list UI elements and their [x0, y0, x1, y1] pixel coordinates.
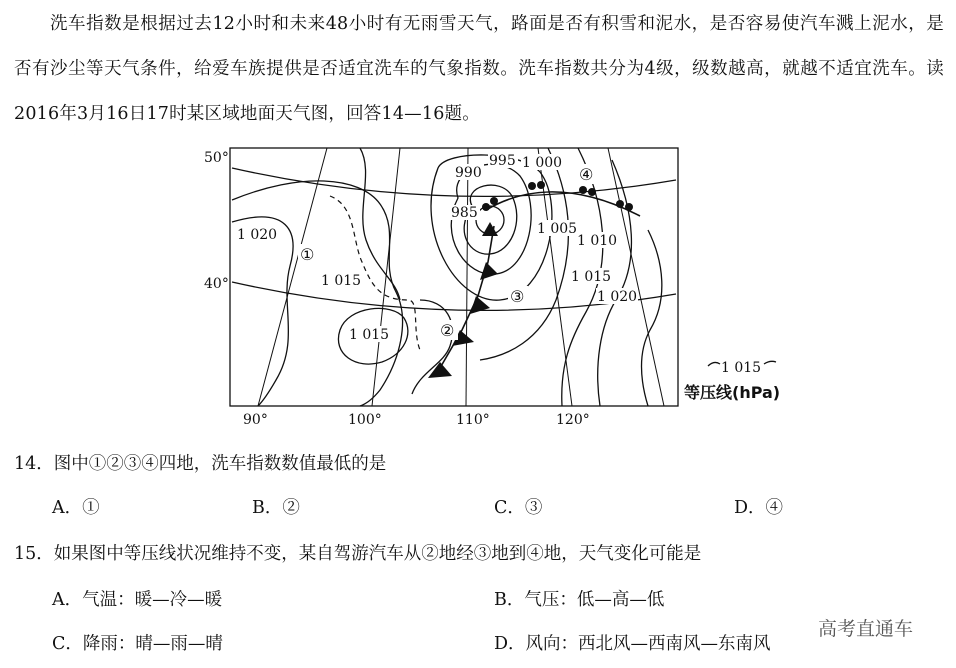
question-14-option-b[interactable]: B．② — [252, 498, 300, 518]
question-15-option-d[interactable]: D．风向：西北风—西南风—东南风 — [494, 634, 771, 654]
warm-front-dot — [537, 181, 545, 189]
isobar-label: 1 015 — [321, 273, 362, 289]
lon-label-120: 120° — [556, 412, 590, 428]
place-marker-1: ① — [300, 245, 315, 264]
legend-sample: 1 015 — [721, 360, 762, 376]
isobar-label: 990 — [455, 165, 482, 181]
isobar-label: 1 000 — [522, 155, 563, 171]
isobar-1020-west — [232, 217, 293, 406]
legend-text: 等压线(hPa) — [684, 383, 781, 402]
place-marker-3: ③ — [510, 287, 525, 306]
isobar-label: 1 010 — [577, 233, 618, 249]
isobar-label: 985 — [451, 205, 478, 221]
isobar-1010-south — [412, 300, 455, 394]
question-15-stem: 15．如果图中等压线状况维持不变，某自驾游汽车从②地经③地到④地，天气变化可能是 — [14, 544, 702, 564]
isobar-label: 1 015 — [571, 269, 612, 285]
warm-front-dot — [616, 200, 624, 208]
place-marker-2: ② — [440, 321, 455, 340]
lon-label-100: 100° — [348, 412, 382, 428]
lat-label-50: 50° — [204, 150, 229, 166]
cold-front-triangle-5 — [428, 362, 452, 378]
weather-map-svg — [200, 146, 800, 430]
question-15-option-a[interactable]: A．气温：暖—冷—暖 — [52, 590, 223, 610]
warm-front-dot — [579, 186, 587, 194]
warm-front-dot — [490, 197, 498, 205]
isobar-1015-inner — [360, 148, 400, 300]
question-15-option-c[interactable]: C．降雨：晴—雨—晴 — [52, 634, 223, 654]
lon-label-90: 90° — [243, 412, 268, 428]
question-14-option-c[interactable]: C．③ — [494, 498, 543, 518]
longitude-110 — [466, 148, 468, 406]
longitude-90 — [258, 148, 327, 406]
warm-front-dot — [482, 203, 490, 211]
question-14-option-d[interactable]: D．④ — [734, 498, 784, 518]
warm-front-dot — [625, 203, 633, 211]
weather-map — [200, 146, 800, 430]
question-14-option-a[interactable]: A．① — [52, 498, 100, 518]
warm-front-dot — [528, 182, 536, 190]
watermark: 高考直通车 — [818, 618, 914, 640]
legend-tick-right — [764, 361, 776, 364]
lat-label-40: 40° — [204, 276, 229, 292]
isobar-label: 995 — [489, 153, 516, 169]
warm-front-dot — [588, 188, 596, 196]
legend-tick-left — [708, 362, 720, 366]
question-15-option-b[interactable]: B．气压：低—高—低 — [494, 590, 665, 610]
place-marker-4: ④ — [579, 165, 594, 184]
cold-front-triangle-1 — [482, 222, 498, 236]
longitude-100 — [372, 148, 400, 406]
isobar-label: 1 020 — [597, 289, 638, 305]
isobar-label: 1 015 — [349, 327, 390, 343]
isobar-label: 1 005 — [537, 221, 578, 237]
cold-front-triangle-2 — [480, 262, 498, 280]
intro-paragraph: 洗车指数是根据过去12小时和未来48小时有无雨雪天气，路面是否有积雪和泥水，是否容易使汽车溅上泥水，是否有沙尘等天气条件，给爱车族提供是否适宜洗车的气象指数。洗车指数共分为4级，级数越高，就越不适宜洗车。读2016年3月16日17时某区域地面天气图，回答14—16题。 — [14, 14, 944, 124]
isobar-label: 1 020 — [237, 227, 278, 243]
lon-label-110: 110° — [456, 412, 490, 428]
isobar-1015-west — [232, 181, 403, 406]
question-14-stem: 14．图中①②③④四地，洗车指数数值最低的是 — [14, 454, 387, 474]
